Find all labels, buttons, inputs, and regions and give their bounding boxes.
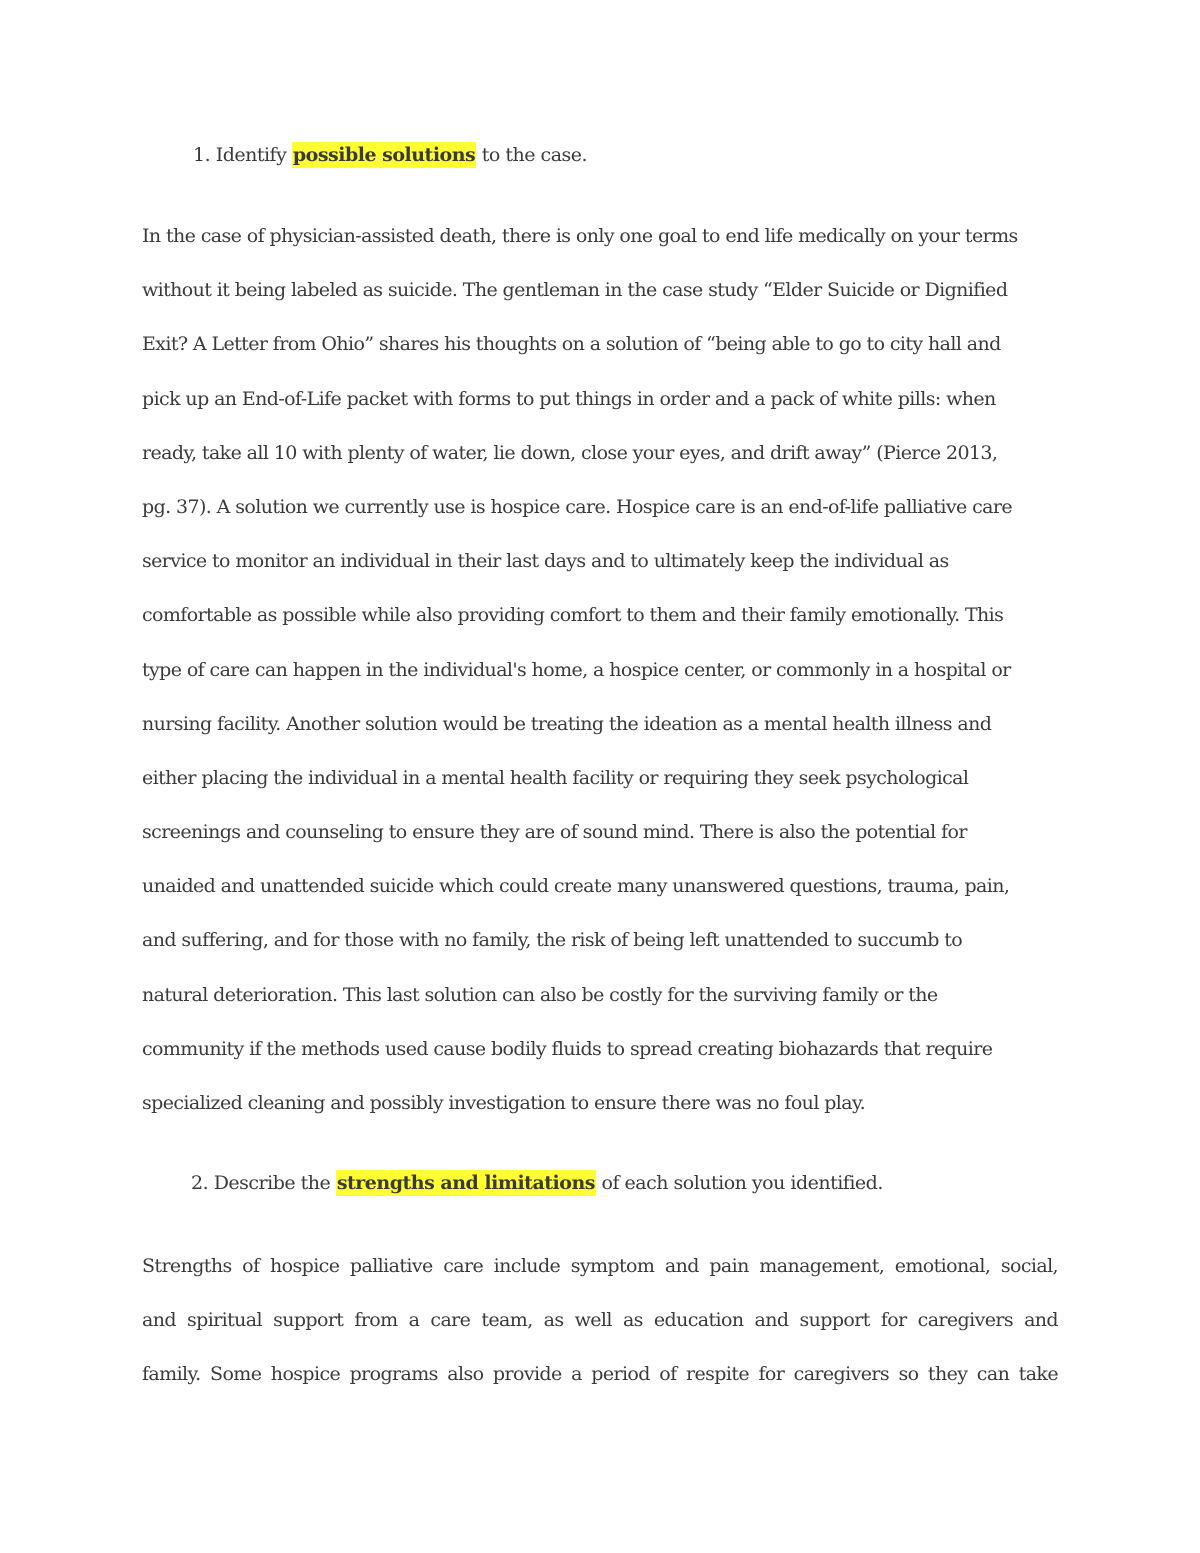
paragraph-line: natural deterioration. This last solution can also be costly for the surviving family or the: [142, 983, 938, 1006]
paragraph-line: screenings and counseling to ensure they are of sound mind. There is also the potential for: [142, 821, 967, 844]
paragraph-line: pg. 37). A solution we currently use is hospice care. Hospice care is an end-of-life palliative care: [142, 495, 1012, 518]
paragraph-line: community if the methods used cause bodily fluids to spread creating biohazards that require: [142, 1037, 993, 1060]
question-1-text-after: to the case.: [481, 144, 588, 166]
question-2-number: 2.: [191, 1172, 209, 1194]
paragraph-line: family. Some hospice programs also provide a period of respite for caregivers so they can take: [142, 1363, 1058, 1386]
paragraph-line: and suffering, and for those with no family, the risk of being left unattended to succumb to: [142, 929, 963, 952]
paragraph-line: Exit? A Letter from Ohio” shares his thoughts on a solution of “being able to go to city hall and: [142, 333, 1001, 356]
paragraph-line: comfortable as possible while also providing comfort to them and their family emotionally. This: [142, 604, 1004, 627]
question-1-highlight: possible solutions: [292, 144, 476, 166]
question-1-text-before: Identify: [215, 144, 287, 166]
paragraph-line: either placing the individual in a mental health facility or requiring they seek psychological: [142, 766, 969, 789]
answer-2-paragraph: [142, 1255, 1058, 1418]
answer-1-paragraph: [142, 225, 1058, 1146]
question-1-number: 1.: [193, 144, 211, 166]
question-2-highlight: strengths and limitations: [336, 1172, 595, 1194]
paragraph-line: and spiritual support from a care team, as well as education and support for caregivers and: [142, 1309, 1058, 1332]
paragraph-line: type of care can happen in the individual's home, a hospice center, or commonly in a hospital or: [142, 658, 1011, 681]
paragraph-line: Strengths of hospice palliative care include symptom and pain management, emotional, social,: [142, 1255, 1058, 1277]
question-2-text-after: of each solution you identified.: [601, 1172, 883, 1194]
question-2-text-before: Describe the: [213, 1172, 331, 1194]
question-1: [193, 146, 587, 165]
paragraph-line: unaided and unattended suicide which could create many unanswered questions, trauma, pain,: [142, 875, 1010, 898]
paragraph-line: pick up an End-of-Life packet with forms to put things in order and a pack of white pills: when: [142, 387, 996, 410]
paragraph-line: service to monitor an individual in their last days and to ultimately keep the individual as: [142, 550, 949, 573]
paragraph-line: In the case of physician-assisted death, there is only one goal to end life medically on your terms: [142, 225, 1018, 247]
paragraph-line: nursing facility. Another solution would be treating the ideation as a mental health illness and: [142, 712, 992, 735]
question-2: [191, 1174, 883, 1193]
paragraph-line: ready, take all 10 with plenty of water, lie down, close your eyes, and drift away” (Pierce 2013,: [142, 441, 998, 464]
paragraph-line: without it being labeled as suicide. The gentleman in the case study “Elder Suicide or Dignified: [142, 279, 1008, 302]
paragraph-line: specialized cleaning and possibly investigation to ensure there was no foul play.: [142, 1092, 866, 1114]
